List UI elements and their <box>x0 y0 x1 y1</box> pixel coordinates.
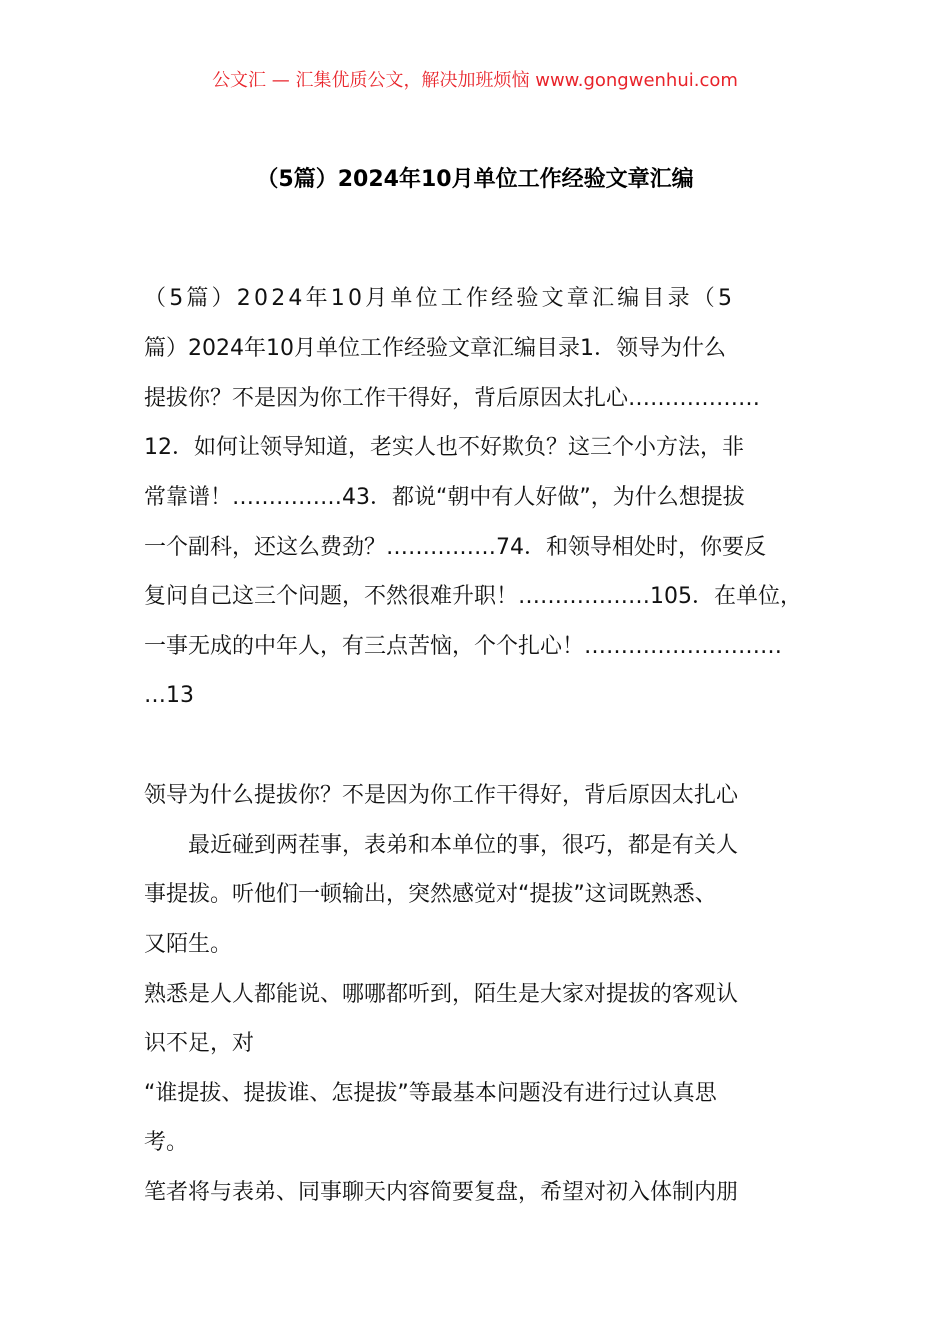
header-banner: 公文汇 — 汇集优质公文，解决加班烦恼 www.gongwenhui.com <box>212 70 738 91</box>
paragraph-line: 考。 <box>144 1130 189 1155</box>
toc-line: 篇）2024年10月单位工作经验文章汇编目录1．领导为什么 <box>144 336 726 361</box>
toc-line: 提拔你？不是因为你工作干得好，背后原因太扎心……………… <box>144 386 761 411</box>
paragraph-line: 事提拔。听他们一顿输出，突然感觉对“提拔”这词既熟悉、 <box>144 882 717 907</box>
toc-line: …13 <box>144 683 194 708</box>
paragraph-line: 最近碰到两茬事，表弟和本单位的事，很巧，都是有关人 <box>144 833 739 858</box>
toc-line: 一事无成的中年人，有三点苦恼，个个扎心！……………………… <box>144 634 783 659</box>
toc-line: 复问自己这三个问题，不然很难升职！………………105．在单位， <box>144 584 802 609</box>
paragraph-line: 笔者将与表弟、同事聊天内容简要复盘，希望对初入体制内朋 <box>144 1180 739 1205</box>
paragraph-line: “谁提拔、提拔谁、怎提拔”等最基本问题没有进行过认真思 <box>144 1081 717 1106</box>
document-title: （5篇）2024年10月单位工作经验文章汇编 <box>256 167 694 192</box>
paragraph-line: 识不足，对 <box>144 1031 255 1056</box>
paragraph-line: 熟悉是人人都能说、哪哪都听到，陌生是大家对提拔的客观认 <box>144 982 739 1007</box>
toc-line: 常靠谱！……………43．都说“朝中有人好做”，为什么想提拔 <box>144 485 745 510</box>
paragraph-line: 又陌生。 <box>144 932 233 957</box>
toc-line: （5篇）2024年10月单位工作经验文章汇编目录（5 <box>144 286 736 311</box>
article-heading: 领导为什么提拔你？不是因为你工作干得好，背后原因太扎心 <box>144 783 739 808</box>
toc-line: 12．如何让领导知道，老实人也不好欺负？这三个小方法，非 <box>144 435 744 460</box>
toc-line: 一个副科，还这么费劲？……………74．和领导相处时，你要反 <box>144 535 766 560</box>
